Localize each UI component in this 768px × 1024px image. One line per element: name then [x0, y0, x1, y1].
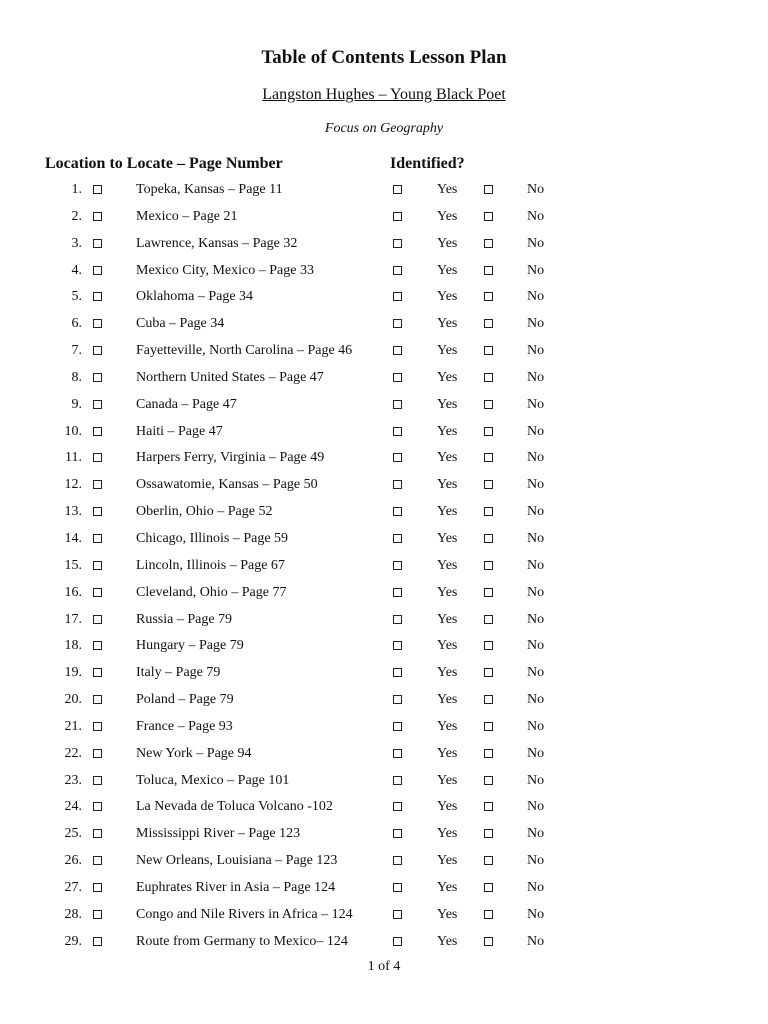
no-label: No — [527, 208, 545, 224]
location-text: Italy – Page 79 — [136, 665, 221, 681]
location-checkbox[interactable] — [93, 266, 102, 275]
list-item — [0, 284, 768, 311]
no-checkbox[interactable] — [484, 776, 493, 785]
list-item — [0, 687, 768, 714]
location-text: Route from Germany to Mexico– 124 — [136, 933, 348, 949]
page-number: 1 of 4 — [367, 959, 401, 974]
yes-label: Yes — [437, 477, 458, 493]
identified-column-header: Identified? — [390, 155, 465, 172]
yes-label: Yes — [437, 638, 458, 654]
yes-checkbox[interactable] — [393, 534, 402, 543]
location-checkbox[interactable] — [93, 507, 102, 516]
location-text: Lincoln, Illinois – Page 67 — [136, 557, 285, 573]
item-number: 24. — [64, 799, 82, 815]
no-label: No — [527, 584, 545, 600]
list-item — [0, 499, 768, 526]
list-item — [0, 231, 768, 258]
location-list — [0, 177, 768, 955]
no-checkbox[interactable] — [484, 212, 493, 221]
location-text: Lawrence, Kansas – Page 32 — [136, 235, 298, 251]
yes-label: Yes — [437, 235, 458, 251]
item-number: 17. — [64, 611, 82, 627]
no-checkbox[interactable] — [484, 588, 493, 597]
yes-checkbox[interactable] — [393, 641, 402, 650]
no-label: No — [527, 289, 545, 305]
no-checkbox[interactable] — [484, 722, 493, 731]
item-number: 23. — [64, 772, 82, 788]
location-text: France – Page 93 — [136, 718, 233, 734]
location-text: Cleveland, Ohio – Page 77 — [136, 584, 287, 600]
location-text: Chicago, Illinois – Page 59 — [136, 530, 289, 546]
list-item — [0, 580, 768, 607]
no-label: No — [527, 262, 545, 278]
list-item — [0, 365, 768, 392]
location-checkbox[interactable] — [93, 749, 102, 758]
location-checkbox[interactable] — [93, 292, 102, 301]
no-checkbox[interactable] — [484, 829, 493, 838]
yes-checkbox[interactable] — [393, 749, 402, 758]
item-number: 29. — [64, 933, 82, 949]
location-checkbox[interactable] — [93, 937, 102, 946]
list-item — [0, 526, 768, 553]
location-text: Poland – Page 79 — [136, 692, 234, 708]
no-checkbox[interactable] — [484, 641, 493, 650]
yes-checkbox[interactable] — [393, 373, 402, 382]
list-item — [0, 875, 768, 902]
no-label: No — [527, 396, 545, 412]
location-checkbox[interactable] — [93, 829, 102, 838]
no-label: No — [527, 799, 545, 815]
location-checkbox[interactable] — [93, 480, 102, 489]
item-number: 15. — [64, 557, 82, 573]
yes-label: Yes — [437, 530, 458, 546]
no-checkbox[interactable] — [484, 802, 493, 811]
yes-checkbox[interactable] — [393, 856, 402, 865]
item-number: 1. — [71, 182, 82, 197]
yes-label: Yes — [437, 611, 458, 627]
yes-checkbox[interactable] — [393, 802, 402, 811]
location-checkbox[interactable] — [93, 802, 102, 811]
list-item — [0, 419, 768, 446]
yes-checkbox[interactable] — [393, 453, 402, 462]
yes-checkbox[interactable] — [393, 185, 402, 194]
location-checkbox[interactable] — [93, 239, 102, 248]
yes-label: Yes — [437, 799, 458, 815]
location-text: Oklahoma – Page 34 — [136, 289, 254, 305]
location-text: Toluca, Mexico – Page 101 — [136, 772, 290, 788]
location-column-header: Location to Locate – Page Number — [45, 155, 283, 172]
yes-label: Yes — [437, 182, 458, 197]
yes-label: Yes — [437, 665, 458, 681]
location-checkbox[interactable] — [93, 373, 102, 382]
yes-label: Yes — [437, 745, 458, 761]
location-checkbox[interactable] — [93, 346, 102, 355]
location-text: Mexico City, Mexico – Page 33 — [136, 262, 314, 278]
location-checkbox[interactable] — [93, 588, 102, 597]
no-label: No — [527, 772, 545, 788]
location-checkbox[interactable] — [93, 427, 102, 436]
yes-checkbox[interactable] — [393, 561, 402, 570]
no-checkbox[interactable] — [484, 883, 493, 892]
yes-checkbox[interactable] — [393, 722, 402, 731]
location-checkbox[interactable] — [93, 561, 102, 570]
yes-checkbox[interactable] — [393, 883, 402, 892]
yes-label: Yes — [437, 879, 458, 895]
list-item — [0, 472, 768, 499]
no-checkbox[interactable] — [484, 427, 493, 436]
location-text: Russia – Page 79 — [136, 611, 233, 627]
no-checkbox[interactable] — [484, 480, 493, 489]
yes-label: Yes — [437, 504, 458, 520]
list-item — [0, 741, 768, 768]
item-number: 3. — [71, 235, 82, 251]
location-checkbox[interactable] — [93, 453, 102, 462]
no-checkbox[interactable] — [484, 856, 493, 865]
no-label: No — [527, 853, 545, 869]
no-label: No — [527, 665, 545, 681]
item-number: 19. — [64, 665, 82, 681]
no-checkbox[interactable] — [484, 615, 493, 624]
page-subtitle: Langston Hughes – Young Black Poet — [262, 86, 506, 103]
item-number: 25. — [64, 826, 82, 842]
location-text: Canada – Page 47 — [136, 396, 237, 412]
yes-checkbox[interactable] — [393, 776, 402, 785]
item-number: 28. — [64, 906, 82, 922]
yes-label: Yes — [437, 208, 458, 224]
location-checkbox[interactable] — [93, 319, 102, 328]
item-number: 14. — [64, 530, 82, 546]
yes-label: Yes — [437, 369, 458, 385]
no-label: No — [527, 826, 545, 842]
yes-label: Yes — [437, 718, 458, 734]
location-text: Fayetteville, North Carolina – Page 46 — [136, 343, 353, 359]
yes-checkbox[interactable] — [393, 668, 402, 677]
list-item — [0, 311, 768, 338]
location-text: Congo and Nile Rivers in Africa – 124 — [136, 906, 353, 922]
list-item — [0, 660, 768, 687]
no-label: No — [527, 182, 545, 197]
yes-checkbox[interactable] — [393, 346, 402, 355]
item-number: 13. — [64, 504, 82, 520]
no-label: No — [527, 369, 545, 385]
location-checkbox[interactable] — [93, 722, 102, 731]
no-label: No — [527, 638, 545, 654]
yes-checkbox[interactable] — [393, 212, 402, 221]
yes-checkbox[interactable] — [393, 507, 402, 516]
yes-label: Yes — [437, 557, 458, 573]
location-checkbox[interactable] — [93, 776, 102, 785]
location-text: New York – Page 94 — [136, 745, 252, 761]
yes-label: Yes — [437, 826, 458, 842]
no-label: No — [527, 343, 545, 359]
focus-note: Focus on Geography — [324, 121, 444, 136]
yes-checkbox[interactable] — [393, 588, 402, 597]
no-checkbox[interactable] — [484, 400, 493, 409]
item-number: 9. — [71, 396, 82, 412]
no-label: No — [527, 718, 545, 734]
item-number: 5. — [71, 289, 82, 305]
no-checkbox[interactable] — [484, 266, 493, 275]
yes-checkbox[interactable] — [393, 829, 402, 838]
yes-label: Yes — [437, 772, 458, 788]
no-checkbox[interactable] — [484, 507, 493, 516]
yes-label: Yes — [437, 933, 458, 949]
no-label: No — [527, 423, 545, 439]
item-number: 8. — [71, 369, 82, 385]
yes-checkbox[interactable] — [393, 427, 402, 436]
yes-checkbox[interactable] — [393, 292, 402, 301]
no-label: No — [527, 316, 545, 332]
item-number: 16. — [64, 584, 82, 600]
location-text: Mississippi River – Page 123 — [136, 826, 301, 842]
location-text: Haiti – Page 47 — [136, 423, 223, 439]
list-item — [0, 445, 768, 472]
no-label: No — [527, 745, 545, 761]
no-checkbox[interactable] — [484, 185, 493, 194]
list-item — [0, 768, 768, 795]
no-checkbox[interactable] — [484, 668, 493, 677]
location-text: Oberlin, Ohio – Page 52 — [136, 504, 273, 520]
page-title: Table of Contents Lesson Plan — [261, 47, 507, 68]
item-number: 12. — [64, 477, 82, 493]
yes-checkbox[interactable] — [393, 319, 402, 328]
no-checkbox[interactable] — [484, 239, 493, 248]
yes-checkbox[interactable] — [393, 480, 402, 489]
no-checkbox[interactable] — [484, 749, 493, 758]
no-checkbox[interactable] — [484, 319, 493, 328]
yes-label: Yes — [437, 584, 458, 600]
yes-label: Yes — [437, 316, 458, 332]
no-label: No — [527, 906, 545, 922]
no-checkbox[interactable] — [484, 346, 493, 355]
list-item — [0, 607, 768, 634]
no-checkbox[interactable] — [484, 373, 493, 382]
location-text: Ossawatomie, Kansas – Page 50 — [136, 477, 318, 493]
no-label: No — [527, 557, 545, 573]
no-label: No — [527, 530, 545, 546]
no-checkbox[interactable] — [484, 695, 493, 704]
list-item — [0, 177, 768, 204]
location-text: La Nevada de Toluca Volcano -102 — [136, 799, 333, 815]
yes-checkbox[interactable] — [393, 266, 402, 275]
yes-label: Yes — [437, 396, 458, 412]
location-checkbox[interactable] — [93, 695, 102, 704]
no-label: No — [527, 450, 545, 466]
list-item — [0, 633, 768, 660]
item-number: 4. — [71, 262, 82, 278]
location-checkbox[interactable] — [93, 910, 102, 919]
item-number: 21. — [64, 718, 82, 734]
item-number: 22. — [64, 745, 82, 761]
yes-label: Yes — [437, 692, 458, 708]
location-checkbox[interactable] — [93, 883, 102, 892]
yes-checkbox[interactable] — [393, 937, 402, 946]
list-item — [0, 204, 768, 231]
item-number: 27. — [64, 879, 82, 895]
list-item — [0, 553, 768, 580]
yes-checkbox[interactable] — [393, 615, 402, 624]
yes-checkbox[interactable] — [393, 695, 402, 704]
location-checkbox[interactable] — [93, 534, 102, 543]
item-number: 6. — [71, 316, 82, 332]
yes-label: Yes — [437, 289, 458, 305]
location-text: Cuba – Page 34 — [136, 316, 225, 332]
no-checkbox[interactable] — [484, 453, 493, 462]
location-checkbox[interactable] — [93, 615, 102, 624]
list-item — [0, 902, 768, 929]
list-item — [0, 392, 768, 419]
location-text: Northern United States – Page 47 — [136, 369, 324, 385]
yes-label: Yes — [437, 450, 458, 466]
yes-checkbox[interactable] — [393, 239, 402, 248]
list-item — [0, 821, 768, 848]
yes-label: Yes — [437, 906, 458, 922]
yes-checkbox[interactable] — [393, 910, 402, 919]
location-text: Euphrates River in Asia – Page 124 — [136, 879, 336, 895]
location-text: Mexico – Page 21 — [136, 208, 238, 224]
location-text: Hungary – Page 79 — [136, 638, 244, 654]
no-label: No — [527, 235, 545, 251]
location-checkbox[interactable] — [93, 400, 102, 409]
no-checkbox[interactable] — [484, 910, 493, 919]
item-number: 7. — [71, 343, 82, 359]
yes-checkbox[interactable] — [393, 400, 402, 409]
location-text: Harpers Ferry, Virginia – Page 49 — [136, 450, 325, 466]
no-label: No — [527, 611, 545, 627]
yes-label: Yes — [437, 853, 458, 869]
location-checkbox[interactable] — [93, 668, 102, 677]
no-label: No — [527, 692, 545, 708]
item-number: 2. — [71, 208, 82, 224]
no-label: No — [527, 879, 545, 895]
location-checkbox[interactable] — [93, 856, 102, 865]
list-item — [0, 258, 768, 285]
item-number: 10. — [64, 423, 82, 439]
item-number: 18. — [64, 638, 82, 654]
no-checkbox[interactable] — [484, 561, 493, 570]
list-item — [0, 794, 768, 821]
yes-label: Yes — [437, 343, 458, 359]
list-item — [0, 338, 768, 365]
item-number: 11. — [65, 450, 82, 466]
list-item — [0, 848, 768, 875]
no-checkbox[interactable] — [484, 937, 493, 946]
no-label: No — [527, 477, 545, 493]
location-text: Topeka, Kansas – Page 11 — [136, 182, 283, 197]
location-checkbox[interactable] — [93, 641, 102, 650]
location-checkbox[interactable] — [93, 185, 102, 194]
no-label: No — [527, 504, 545, 520]
location-checkbox[interactable] — [93, 212, 102, 221]
location-text: New Orleans, Louisiana – Page 123 — [136, 853, 338, 869]
yes-label: Yes — [437, 423, 458, 439]
item-number: 26. — [64, 853, 82, 869]
no-checkbox[interactable] — [484, 292, 493, 301]
no-label: No — [527, 933, 545, 949]
item-number: 20. — [64, 692, 82, 708]
list-item — [0, 714, 768, 741]
yes-label: Yes — [437, 262, 458, 278]
no-checkbox[interactable] — [484, 534, 493, 543]
list-item — [0, 929, 768, 956]
